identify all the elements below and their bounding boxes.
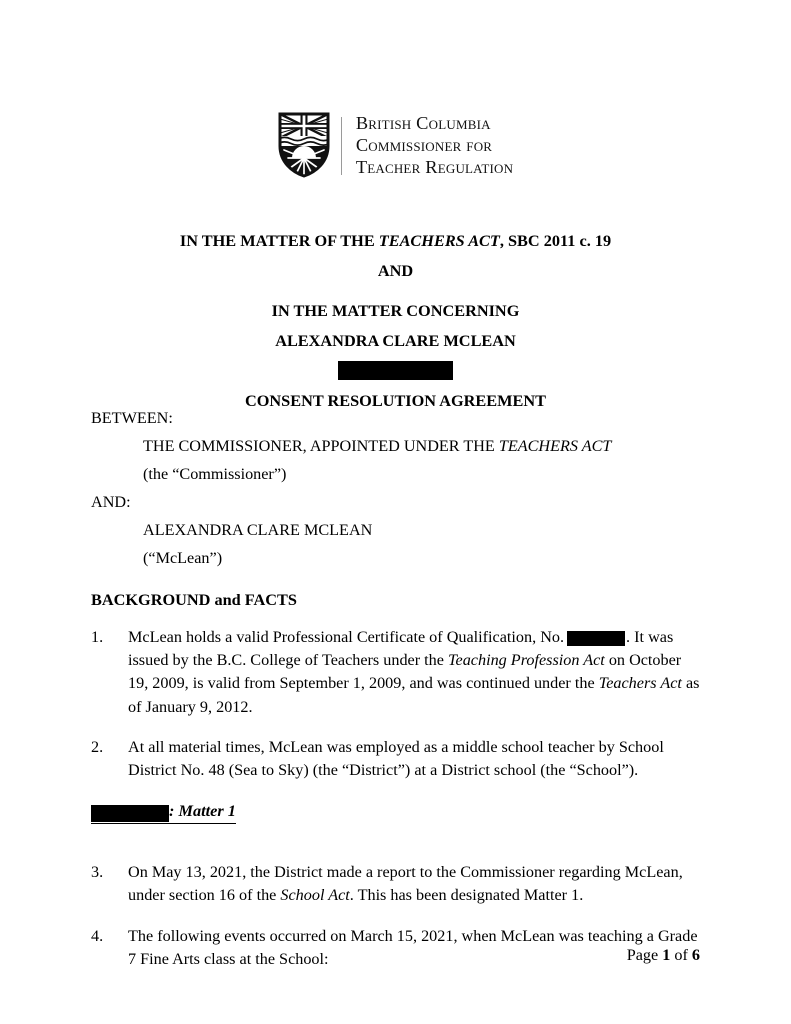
title-line1-italic: TEACHERS ACT	[378, 231, 500, 250]
between-label: BETWEEN:	[91, 409, 173, 427]
paragraph-3-italic-school-act: School Act	[280, 886, 350, 905]
title-line-matter-of	[91, 226, 700, 256]
paragraph-1-part4: as of January 9, 2012.	[128, 674, 700, 716]
letterhead-line-1: British Columbia	[355, 113, 491, 133]
bc-coat-of-arms-shield-icon	[278, 112, 330, 178]
page-footer	[91, 946, 700, 965]
footer-current-page: 1	[662, 946, 671, 964]
title-line1-post: , SBC 2011 c. 19	[499, 231, 612, 250]
letterhead-line-3: Teacher Regulation	[355, 156, 514, 177]
paragraph-2-text: At all material times, McLean was employed as a middle school teacher by School District No. 48 (Sea to Sky) (the “District”) at a District school (the “School”).	[128, 737, 664, 780]
paragraph-1-number: 1.	[91, 628, 104, 646]
letterhead	[0, 112, 791, 179]
paragraph-2-number: 2.	[91, 737, 104, 756]
paragraph-3-part1: On May 13, 2021, the District made a report to the Commissioner regarding McLean, under section 16 of the	[128, 863, 683, 905]
title-line1-pre: IN THE MATTER OF THE	[179, 231, 379, 250]
paragraph-1	[91, 626, 700, 719]
paragraph-1-italic-teachers-act: Teachers Act	[598, 674, 682, 693]
title-line-concerning: IN THE MATTER CONCERNING	[271, 301, 520, 320]
paragraph-1-part1: McLean holds a valid Professional Certificate of Qualification, No.	[128, 628, 565, 646]
party-mclean: ALEXANDRA CLARE MCLEAN	[143, 521, 373, 539]
party-commissioner-short: (the “Commissioner”)	[143, 465, 287, 483]
parties-section	[91, 404, 700, 572]
party-mclean-short: (“McLean”)	[143, 549, 223, 567]
section-heading-background: BACKGROUND and FACTS	[91, 590, 297, 609]
letterhead-text	[356, 112, 513, 179]
title-block	[91, 226, 700, 416]
party-commissioner-italic: TEACHERS ACT	[498, 437, 612, 455]
letterhead-divider	[341, 117, 342, 175]
paragraph-3-part2: . This has been designated Matter 1.	[349, 886, 584, 905]
and-label: AND:	[91, 493, 131, 511]
matter-1-label: : Matter 1	[169, 801, 236, 821]
footer-total-pages: 6	[691, 946, 700, 964]
background-and-facts-section	[91, 589, 700, 988]
title-line-name: ALEXANDRA CLARE MCLEAN	[275, 331, 516, 350]
paragraph-1-italic-teaching-profession-act: Teaching Profession Act	[448, 651, 605, 670]
matter-1-heading	[91, 799, 236, 824]
paragraph-2	[91, 736, 700, 782]
footer-middle: of	[670, 946, 692, 964]
redaction-block-matter-heading	[91, 805, 169, 822]
party-commissioner	[143, 432, 700, 460]
paragraph-1-part3: on October 19, 2009, is valid from September 1, 2009, and was continued under the	[128, 651, 682, 693]
paragraph-3	[91, 861, 700, 907]
redaction-block-title	[338, 361, 453, 380]
paragraph-1-part2: . It was issued by the B.C. College of Teachers under the	[128, 628, 674, 670]
matter-heading-wrap	[91, 799, 700, 842]
title-line-and: AND	[377, 261, 414, 280]
paragraph-4-text: The following events occurred on March 15, 2021, when McLean was teaching a Grade 7 Fine Arts class at the School:	[128, 926, 698, 968]
title-spacer	[91, 286, 700, 296]
party-commissioner-pre: THE COMMISSIONER, APPOINTED UNDER THE	[143, 437, 499, 455]
footer-prefix: Page	[626, 946, 663, 964]
title-line-agreement: CONSENT RESOLUTION AGREEMENT	[245, 391, 546, 410]
redaction-block-certificate-number	[567, 631, 625, 646]
paragraph-3-number: 3.	[91, 863, 104, 882]
letterhead-line-2: Commissioner for	[355, 134, 493, 155]
paragraph-4-number: 4.	[91, 926, 104, 945]
